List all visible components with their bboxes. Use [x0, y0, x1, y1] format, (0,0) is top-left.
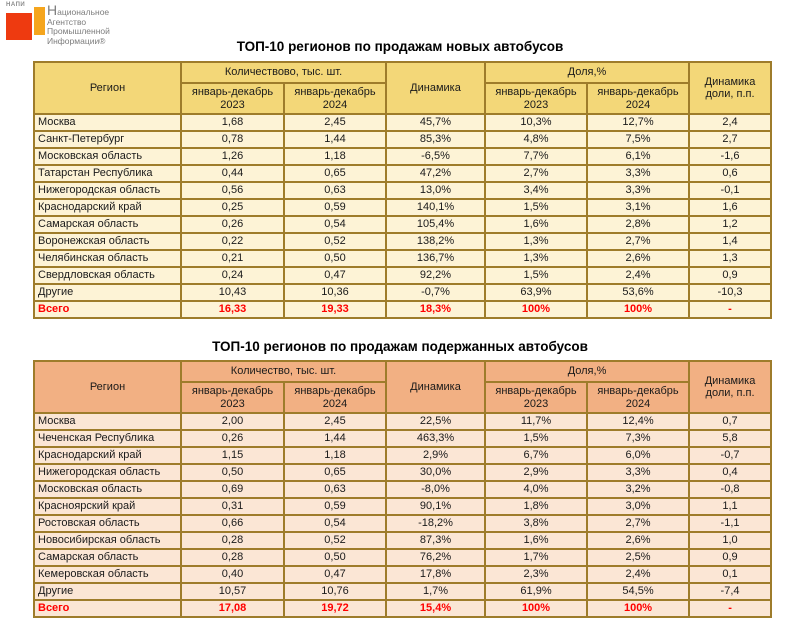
value-cell: 0,1	[689, 566, 771, 583]
value-cell: 30,0%	[386, 464, 485, 481]
total-value-cell: 17,08	[181, 600, 284, 617]
value-cell: 2,7%	[485, 165, 587, 182]
value-cell: 1,5%	[485, 430, 587, 447]
value-cell: 45,7%	[386, 114, 485, 131]
value-cell: 61,9%	[485, 583, 587, 600]
col-header-region: Регион	[34, 62, 181, 114]
total-label-cell: Всего	[34, 600, 181, 617]
value-cell: -0,7	[689, 447, 771, 464]
col-header-share-group: Доля,%	[485, 62, 689, 83]
value-cell: 0,9	[689, 267, 771, 284]
value-cell: 1,5%	[485, 199, 587, 216]
value-cell: 7,7%	[485, 148, 587, 165]
region-cell: Самарская область	[34, 216, 181, 233]
table-row	[34, 131, 771, 148]
region-cell: Челябинская область	[34, 250, 181, 267]
value-cell: 1,15	[181, 447, 284, 464]
total-row	[34, 600, 771, 617]
region-cell: Краснодарский край	[34, 199, 181, 216]
value-cell: 0,52	[284, 532, 386, 549]
table-row	[34, 165, 771, 182]
value-cell: 3,0%	[587, 498, 689, 515]
table-row	[34, 515, 771, 532]
value-cell: 0,9	[689, 549, 771, 566]
value-cell: 0,78	[181, 131, 284, 148]
table-row	[34, 148, 771, 165]
region-cell: Кемеровская область	[34, 566, 181, 583]
value-cell: 3,3%	[587, 464, 689, 481]
table-row	[34, 583, 771, 600]
col-header-share-period-2023: январь-декабрь 2023	[485, 382, 587, 413]
value-cell: 2,8%	[587, 216, 689, 233]
value-cell: 1,3	[689, 250, 771, 267]
value-cell: 0,59	[284, 199, 386, 216]
value-cell: 0,6	[689, 165, 771, 182]
value-cell: -1,1	[689, 515, 771, 532]
table-used-buses	[33, 360, 772, 618]
value-cell: 22,5%	[386, 413, 485, 430]
value-cell: 3,8%	[485, 515, 587, 532]
table-row	[34, 481, 771, 498]
value-cell: 1,5%	[485, 267, 587, 284]
value-cell: 1,2	[689, 216, 771, 233]
value-cell: 463,3%	[386, 430, 485, 447]
table-row	[34, 566, 771, 583]
logo-line-4: Информации®	[47, 35, 106, 46]
value-cell: 85,3%	[386, 131, 485, 148]
value-cell: 0,22	[181, 233, 284, 250]
value-cell: 0,63	[284, 182, 386, 199]
value-cell: 6,7%	[485, 447, 587, 464]
table-row	[34, 413, 771, 430]
total-value-cell: -	[689, 600, 771, 617]
value-cell: 0,25	[181, 199, 284, 216]
value-cell: 10,57	[181, 583, 284, 600]
value-cell: 1,0	[689, 532, 771, 549]
value-cell: 140,1%	[386, 199, 485, 216]
value-cell: 87,3%	[386, 532, 485, 549]
value-cell: 0,44	[181, 165, 284, 182]
value-cell: 0,47	[284, 566, 386, 583]
napi-logo-red-square-icon	[6, 13, 32, 40]
value-cell: 0,66	[181, 515, 284, 532]
value-cell: 2,7	[689, 131, 771, 148]
value-cell: 1,44	[284, 131, 386, 148]
total-row	[34, 301, 771, 318]
total-value-cell: 100%	[485, 301, 587, 318]
value-cell: 1,26	[181, 148, 284, 165]
value-cell: 1,3%	[485, 233, 587, 250]
col-header-share-period-2024: январь-декабрь 2024	[587, 382, 689, 413]
logo-line-3: Промышленной	[47, 26, 110, 36]
value-cell: 54,5%	[587, 583, 689, 600]
value-cell: 47,2%	[386, 165, 485, 182]
table-total-section	[34, 600, 771, 617]
value-cell: 10,43	[181, 284, 284, 301]
value-cell: 2,00	[181, 413, 284, 430]
value-cell: 0,26	[181, 216, 284, 233]
region-cell: Красноярский край	[34, 498, 181, 515]
value-cell: 2,9%	[485, 464, 587, 481]
napi-logo-wordmark: НАПИ	[6, 2, 26, 8]
value-cell: 1,3%	[485, 250, 587, 267]
col-header-qty-period-2024: январь-декабрь 2024	[284, 83, 386, 114]
value-cell: -18,2%	[386, 515, 485, 532]
col-header-share-dynamics: Динамика доли, п.п.	[689, 361, 771, 413]
value-cell: 92,2%	[386, 267, 485, 284]
total-value-cell: 15,4%	[386, 600, 485, 617]
value-cell: 2,4%	[587, 566, 689, 583]
value-cell: 105,4%	[386, 216, 485, 233]
value-cell: 7,5%	[587, 131, 689, 148]
value-cell: 53,6%	[587, 284, 689, 301]
region-cell: Другие	[34, 583, 181, 600]
value-cell: 0,65	[284, 464, 386, 481]
value-cell: 0,40	[181, 566, 284, 583]
total-value-cell: 100%	[587, 600, 689, 617]
value-cell: 13,0%	[386, 182, 485, 199]
total-value-cell: 19,33	[284, 301, 386, 318]
value-cell: 2,7%	[587, 233, 689, 250]
region-cell: Нижегородская область	[34, 464, 181, 481]
region-cell: Другие	[34, 284, 181, 301]
value-cell: 17,8%	[386, 566, 485, 583]
value-cell: 0,28	[181, 532, 284, 549]
value-cell: -7,4	[689, 583, 771, 600]
value-cell: 5,8	[689, 430, 771, 447]
table-row	[34, 532, 771, 549]
value-cell: 10,3%	[485, 114, 587, 131]
value-cell: 0,50	[284, 549, 386, 566]
table-row	[34, 216, 771, 233]
value-cell: 0,59	[284, 498, 386, 515]
value-cell: 0,54	[284, 216, 386, 233]
value-cell: 1,6	[689, 199, 771, 216]
value-cell: 2,7%	[587, 515, 689, 532]
value-cell: 11,7%	[485, 413, 587, 430]
table-total-section	[34, 301, 771, 318]
value-cell: 3,1%	[587, 199, 689, 216]
table-title-new-buses: ТОП-10 регионов по продажам новых автобусов	[236, 39, 564, 54]
value-cell: 0,63	[284, 481, 386, 498]
value-cell: 0,7	[689, 413, 771, 430]
value-cell: 1,44	[284, 430, 386, 447]
region-cell: Чеченская Республика	[34, 430, 181, 447]
value-cell: 0,52	[284, 233, 386, 250]
value-cell: -1,6	[689, 148, 771, 165]
logo-line-2: Агентство	[47, 16, 87, 27]
value-cell: 12,7%	[587, 114, 689, 131]
table-row	[34, 549, 771, 566]
region-cell: Новосибирская область	[34, 532, 181, 549]
value-cell: -0,7%	[386, 284, 485, 301]
region-cell: Нижегородская область	[34, 182, 181, 199]
value-cell: 1,18	[284, 447, 386, 464]
region-cell: Краснодарский край	[34, 447, 181, 464]
value-cell: 2,5%	[587, 549, 689, 566]
value-cell: 0,21	[181, 250, 284, 267]
value-cell: 2,3%	[485, 566, 587, 583]
col-header-qty-period-2024: январь-декабрь 2024	[284, 382, 386, 413]
table-header	[34, 62, 771, 114]
col-header-dynamics: Динамика	[386, 62, 485, 114]
value-cell: 0,69	[181, 481, 284, 498]
value-cell: 4,8%	[485, 131, 587, 148]
value-cell: 1,8%	[485, 498, 587, 515]
value-cell: 0,26	[181, 430, 284, 447]
total-value-cell: 19,72	[284, 600, 386, 617]
value-cell: 2,6%	[587, 250, 689, 267]
region-cell: Ростовская область	[34, 515, 181, 532]
total-label-cell: Всего	[34, 301, 181, 318]
value-cell: 1,1	[689, 498, 771, 515]
value-cell: -10,3	[689, 284, 771, 301]
table-row	[34, 182, 771, 199]
value-cell: 6,1%	[587, 148, 689, 165]
table-row	[34, 498, 771, 515]
region-cell: Свердловская область	[34, 267, 181, 284]
value-cell: 0,50	[284, 250, 386, 267]
col-header-quantity-group: Количество, тыс. шт.	[181, 361, 386, 382]
region-cell: Самарская область	[34, 549, 181, 566]
value-cell: 2,4%	[587, 267, 689, 284]
value-cell: 136,7%	[386, 250, 485, 267]
table-new-buses	[33, 61, 772, 319]
region-cell: Татарстан Республика	[34, 165, 181, 182]
value-cell: -0,8	[689, 481, 771, 498]
value-cell: 0,24	[181, 267, 284, 284]
table-row	[34, 447, 771, 464]
region-cell: Московская область	[34, 481, 181, 498]
col-header-share-group: Доля,%	[485, 361, 689, 382]
value-cell: 76,2%	[386, 549, 485, 566]
value-cell: 10,36	[284, 284, 386, 301]
table-row	[34, 250, 771, 267]
value-cell: 2,6%	[587, 532, 689, 549]
value-cell: 138,2%	[386, 233, 485, 250]
value-cell: 63,9%	[485, 284, 587, 301]
napi-logo-orange-square-icon	[34, 7, 45, 35]
table-row	[34, 114, 771, 131]
total-value-cell: 100%	[587, 301, 689, 318]
region-cell: Санкт-Петербург	[34, 131, 181, 148]
col-header-share-dynamics: Динамика доли, п.п.	[689, 62, 771, 114]
region-cell: Москва	[34, 413, 181, 430]
value-cell: 0,4	[689, 464, 771, 481]
value-cell: 2,9%	[386, 447, 485, 464]
col-header-qty-period-2023: январь-декабрь 2023	[181, 382, 284, 413]
value-cell: 2,45	[284, 114, 386, 131]
value-cell: 3,3%	[587, 165, 689, 182]
table-row	[34, 199, 771, 216]
value-cell: -8,0%	[386, 481, 485, 498]
col-header-qty-period-2023: январь-декабрь 2023	[181, 83, 284, 114]
table-row	[34, 464, 771, 481]
table-header	[34, 361, 771, 413]
value-cell: -0,1	[689, 182, 771, 199]
table-title-used-buses: ТОП-10 регионов по продажам подержанных автобусов	[212, 339, 588, 354]
table-row	[34, 284, 771, 301]
logo-line-1: Национальное	[47, 2, 110, 18]
value-cell: 1,68	[181, 114, 284, 131]
value-cell: 3,3%	[587, 182, 689, 199]
col-header-share-period-2023: январь-декабрь 2023	[485, 83, 587, 114]
total-value-cell: -	[689, 301, 771, 318]
value-cell: 0,50	[181, 464, 284, 481]
total-value-cell: 16,33	[181, 301, 284, 318]
table-row	[34, 430, 771, 447]
value-cell: 12,4%	[587, 413, 689, 430]
col-header-share-period-2024: январь-декабрь 2024	[587, 83, 689, 114]
value-cell: 0,56	[181, 182, 284, 199]
region-cell: Москва	[34, 114, 181, 131]
table-body	[34, 114, 771, 301]
value-cell: 1,18	[284, 148, 386, 165]
table-row	[34, 233, 771, 250]
table-body	[34, 413, 771, 600]
value-cell: -6,5%	[386, 148, 485, 165]
value-cell: 4,0%	[485, 481, 587, 498]
total-value-cell: 18,3%	[386, 301, 485, 318]
value-cell: 3,4%	[485, 182, 587, 199]
value-cell: 0,28	[181, 549, 284, 566]
value-cell: 1,6%	[485, 532, 587, 549]
col-header-quantity-group: Количествово, тыс. шт.	[181, 62, 386, 83]
value-cell: 2,4	[689, 114, 771, 131]
value-cell: 7,3%	[587, 430, 689, 447]
value-cell: 1,6%	[485, 216, 587, 233]
col-header-dynamics: Динамика	[386, 361, 485, 413]
col-header-region: Регион	[34, 361, 181, 413]
total-value-cell: 100%	[485, 600, 587, 617]
value-cell: 90,1%	[386, 498, 485, 515]
value-cell: 10,76	[284, 583, 386, 600]
value-cell: 1,7%	[386, 583, 485, 600]
value-cell: 3,2%	[587, 481, 689, 498]
value-cell: 6,0%	[587, 447, 689, 464]
region-cell: Московская область	[34, 148, 181, 165]
value-cell: 0,31	[181, 498, 284, 515]
value-cell: 1,7%	[485, 549, 587, 566]
value-cell: 0,54	[284, 515, 386, 532]
value-cell: 0,65	[284, 165, 386, 182]
region-cell: Воронежская область	[34, 233, 181, 250]
value-cell: 2,45	[284, 413, 386, 430]
value-cell: 1,4	[689, 233, 771, 250]
value-cell: 0,47	[284, 267, 386, 284]
table-row	[34, 267, 771, 284]
